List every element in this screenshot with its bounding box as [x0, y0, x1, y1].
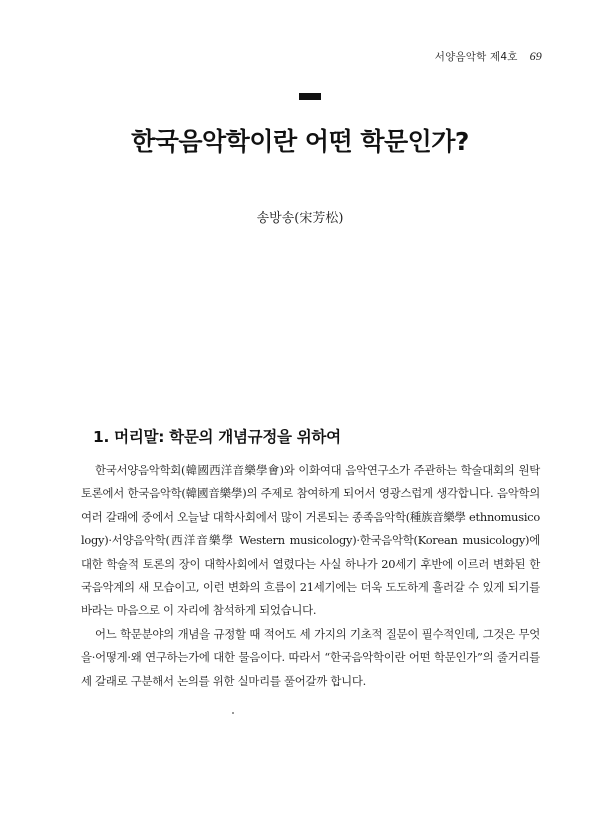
running-header	[435, 49, 542, 64]
paragraph-2: 어느 학문분야의 개념을 규정할 때 적어도 세 가지의 기초적 질문이 필수적인데, 그것은 무엇을·어떻게·왜 연구하는가에 대한 물음이다. 따라서 “한국음악학이란 어떤 학문인가”의 줄거리를 세 갈래로 구분해서 논의를 위한 실마리를 풀어갈까 합니다.	[81, 626, 540, 688]
decorative-bar	[299, 93, 321, 100]
page-number: 69	[529, 49, 542, 63]
section-heading: 1. 머리말: 학문의 개념규정을 위하여	[93, 428, 341, 446]
article-title: 한국음악학이란 어떤 학문인가?	[131, 127, 469, 156]
paragraph-1: 한국서양음악학회(韓國西洋音樂學會)와 이화여대 음악연구소가 주관하는 학술대회의 원탁토론에서 한국음악학(韓國音樂學)의 주제로 참여하게 되어서 영광스럽게 생각합니다. 음악학의 여러 갈래에 중에서 오늘날 대학사회에서 많이 거론되는 종족음악학(種族音樂學 ethnomusicology)·서양음악학(西洋音樂學 Western musicology)·한국음악학(Korean musicology)에 대한 학술적 토론의 장이 대학사회에서 열렸다는 사실 하나가 20세기 후반에 이르러 변화된 한국음악계의 새 모습이고, 이런 변화의 흐름이 21세기에는 더욱 도도하게 흘러갈 수 있게 되기를 바라는 마음으로 이 자리에 참석하게 되었습니다.	[81, 463, 540, 618]
journal-name: 서양음악학 제4호	[434, 51, 518, 63]
body-text	[81, 459, 540, 693]
scan-speck	[232, 712, 234, 714]
author-name: 송방송(宋芳松)	[256, 211, 344, 226]
